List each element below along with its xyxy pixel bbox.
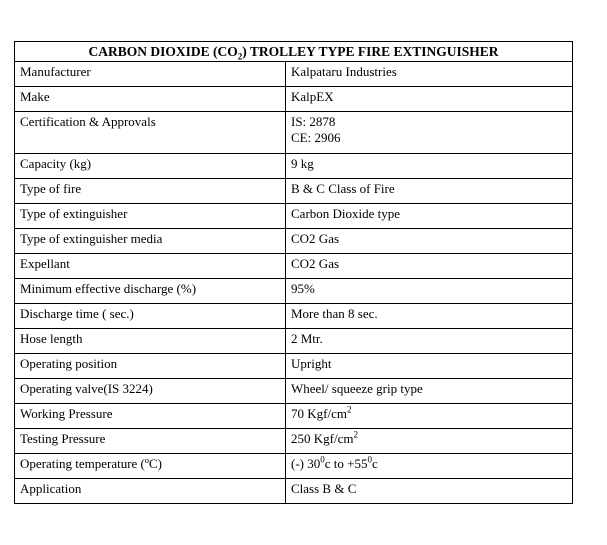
table-row (15, 329, 573, 354)
table-row (15, 279, 573, 304)
table-row (15, 62, 573, 87)
row-value: Kalpataru Industries (286, 62, 573, 87)
row-value: CO2 Gas (286, 229, 573, 254)
row-label: Type of extinguisher media (15, 229, 286, 254)
table-row (15, 154, 573, 179)
table-row (15, 304, 573, 329)
table-row (15, 112, 573, 154)
table-row (15, 254, 573, 279)
row-value-line: IS: 2878 (291, 114, 336, 129)
table-row (15, 204, 573, 229)
row-value: More than 8 sec. (286, 304, 573, 329)
row-label: Type of extinguisher (15, 204, 286, 229)
table-row (15, 404, 573, 429)
row-value: KalpEX (286, 87, 573, 112)
row-value-sup: 2 (346, 404, 352, 415)
table-row (15, 179, 573, 204)
row-value: Upright (286, 354, 573, 379)
row-label: Application (15, 479, 286, 504)
row-label: Operating valve(IS 3224) (15, 379, 286, 404)
row-value-part: c to +55 (324, 456, 368, 471)
spec-table (14, 41, 573, 504)
row-value (286, 454, 573, 479)
row-value: Carbon Dioxide type (286, 204, 573, 229)
row-value-base: 250 Kgf/cm (291, 431, 354, 446)
row-value: CO2 Gas (286, 254, 573, 279)
row-value: Wheel/ squeeze grip type (286, 379, 573, 404)
table-title: CARBON DIOXIDE $(CO_2)$ TROLLEY TYPE FIRE EXTINGUISHER (15, 42, 573, 62)
row-value-base: 70 Kgf/cm (291, 406, 347, 421)
row-label: Operating temperature (ºC) (15, 454, 286, 479)
row-label: Capacity (kg) (15, 154, 286, 179)
table-row (15, 87, 573, 112)
row-label: Type of fire (15, 179, 286, 204)
row-value: Class B & C (286, 479, 573, 504)
table-row (15, 229, 573, 254)
row-label: Expellant (15, 254, 286, 279)
row-value: B & C Class of Fire (286, 179, 573, 204)
row-value (286, 429, 573, 454)
table-row (15, 354, 573, 379)
row-label: Manufacturer (15, 62, 286, 87)
row-label: Testing Pressure (15, 429, 286, 454)
row-value: 95% (286, 279, 573, 304)
row-label: Operating position (15, 354, 286, 379)
row-label: Certification & Approvals (15, 112, 286, 154)
row-value (286, 404, 573, 429)
table-row (15, 479, 573, 504)
row-label: Hose length (15, 329, 286, 354)
row-value-line: CE: 2906 (291, 130, 341, 145)
row-value-sup: 2 (353, 429, 358, 440)
row-label: Discharge time ( sec.) (15, 304, 286, 329)
row-value-sup: 0 (367, 454, 372, 465)
table-row (15, 379, 573, 404)
row-value-sup: 0 (320, 454, 325, 465)
table-row (15, 429, 573, 454)
row-value: 9 kg (286, 154, 573, 179)
row-value: 2 Mtr. (286, 329, 573, 354)
table-row (15, 454, 573, 479)
row-label: Make (15, 87, 286, 112)
row-label: Working Pressure (15, 404, 286, 429)
row-value-part: (-) 30 (291, 456, 321, 471)
row-label: Minimum effective discharge (%) (15, 279, 286, 304)
row-value-part: c (371, 456, 378, 471)
row-value (286, 112, 573, 154)
